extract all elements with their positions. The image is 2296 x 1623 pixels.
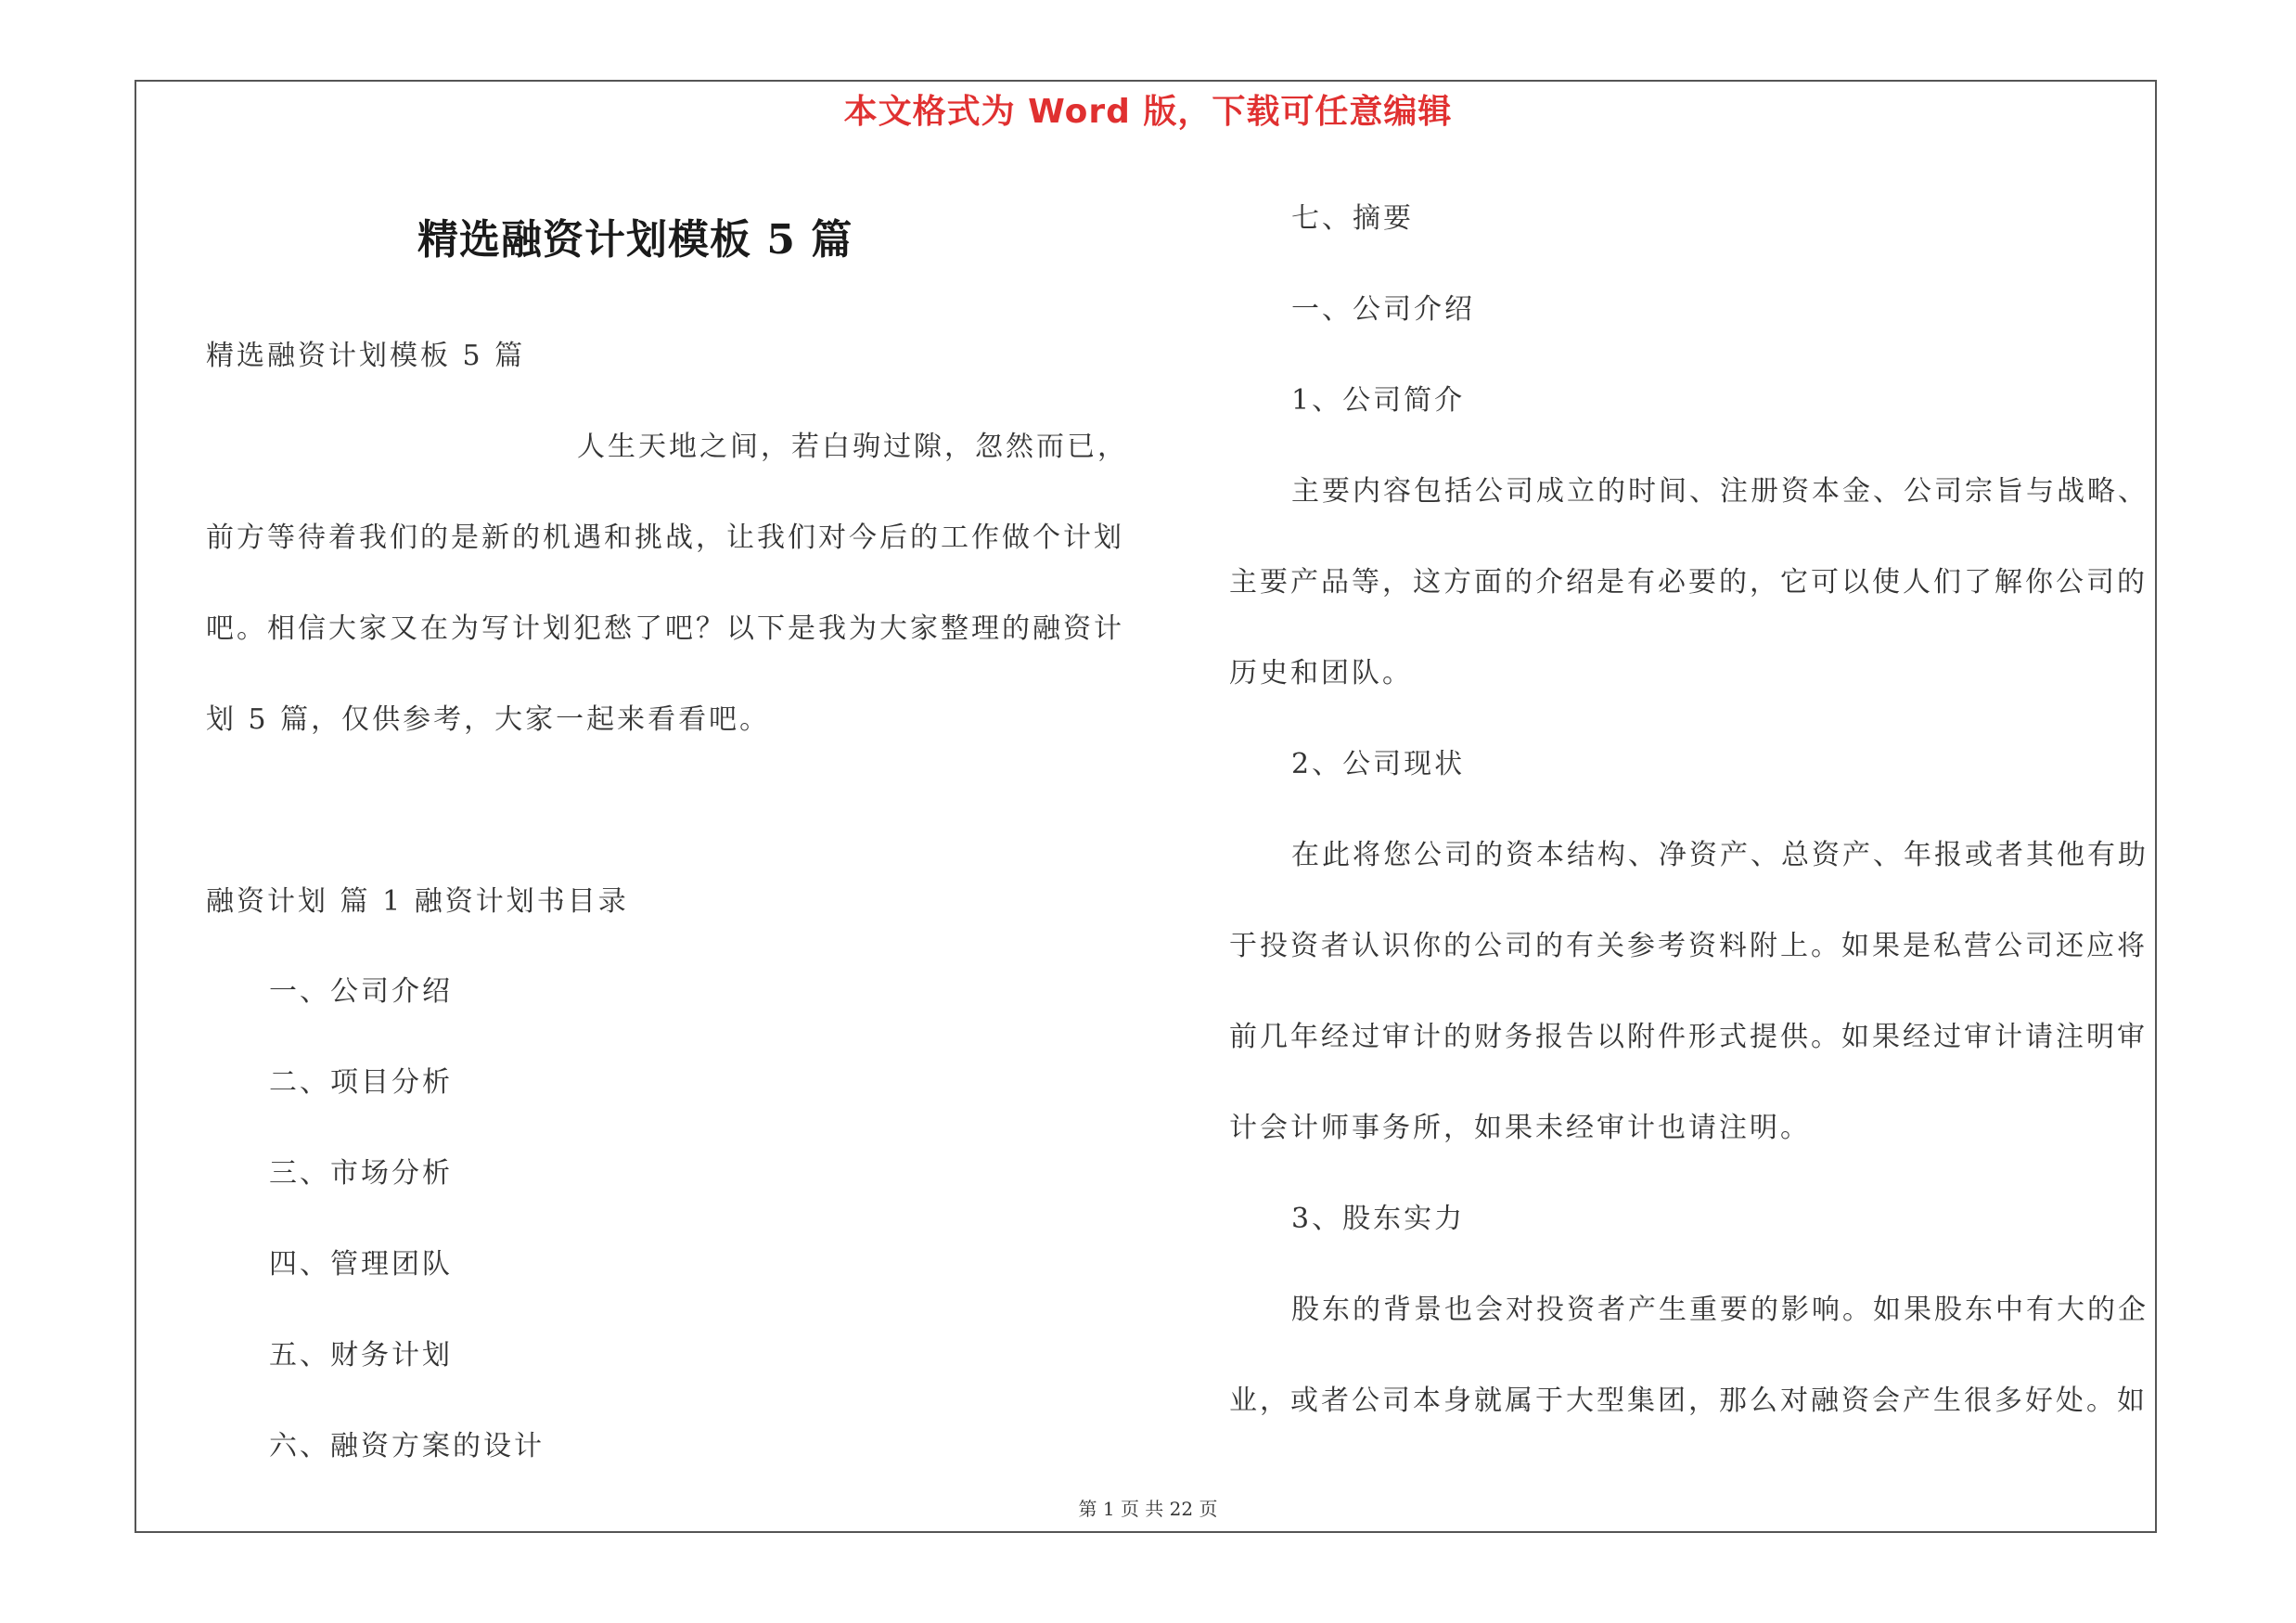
toc-item: 三、市场分析	[269, 1157, 453, 1190]
intro-line: 划 5 篇，仅供参考，大家一起来看看吧。	[206, 703, 771, 736]
toc-item: 一、公司介绍	[269, 975, 453, 1008]
intro-line: 人生天地之间，若白驹过隙，忽然而已，	[577, 431, 1128, 463]
right-line: 计会计师事务所，如果未经审计也请注明。	[1229, 1112, 1811, 1144]
right-line: 主要产品等，这方面的介绍是有必要的，它可以使人们了解你公司的	[1229, 566, 2148, 599]
toc-item: 五、财务计划	[269, 1339, 453, 1372]
document-title: 精选融资计划模板 5 篇	[417, 216, 853, 264]
right-line: 历史和团队。	[1229, 657, 1413, 689]
right-line: 2、公司现状	[1291, 748, 1466, 780]
right-line: 股东的背景也会对投资者产生重要的影响。如果股东中有大的企	[1291, 1294, 2148, 1326]
right-line: 业，或者公司本身就属于大型集团，那么对融资会产生很多好处。如	[1229, 1385, 2148, 1417]
toc-item: 二、项目分析	[269, 1066, 453, 1099]
right-line: 一、公司介绍	[1291, 293, 1475, 326]
section-heading: 融资计划 篇 1 融资计划书目录	[206, 885, 629, 918]
right-line: 于投资者认识你的公司的有关参考资料附上。如果是私营公司还应将	[1229, 930, 2148, 962]
right-line: 1、公司简介	[1291, 384, 1466, 417]
page-footer: 第 1 页 共 22 页	[1078, 1498, 1218, 1520]
right-line: 主要内容包括公司成立的时间、注册资本金、公司宗旨与战略、	[1291, 475, 2148, 508]
right-line: 七、摘要	[1291, 202, 1414, 235]
toc-item: 六、融资方案的设计	[269, 1430, 545, 1462]
right-line: 在此将您公司的资本结构、净资产、总资产、年报或者其他有助	[1291, 839, 2148, 871]
word-format-banner: 本文格式为 Word 版，下载可任意编辑	[843, 93, 1453, 131]
right-line: 3、股东实力	[1291, 1203, 1466, 1235]
right-line: 前几年经过审计的财务报告以附件形式提供。如果经过审计请注明审	[1229, 1021, 2148, 1053]
intro-line: 前方等待着我们的是新的机遇和挑战，让我们对今后的工作做个计划	[206, 522, 1124, 554]
toc-item: 四、管理团队	[269, 1248, 453, 1281]
subtitle: 精选融资计划模板 5 篇	[206, 340, 526, 372]
intro-line: 吧。相信大家又在为写计划犯愁了吧？以下是我为大家整理的融资计	[206, 612, 1124, 645]
